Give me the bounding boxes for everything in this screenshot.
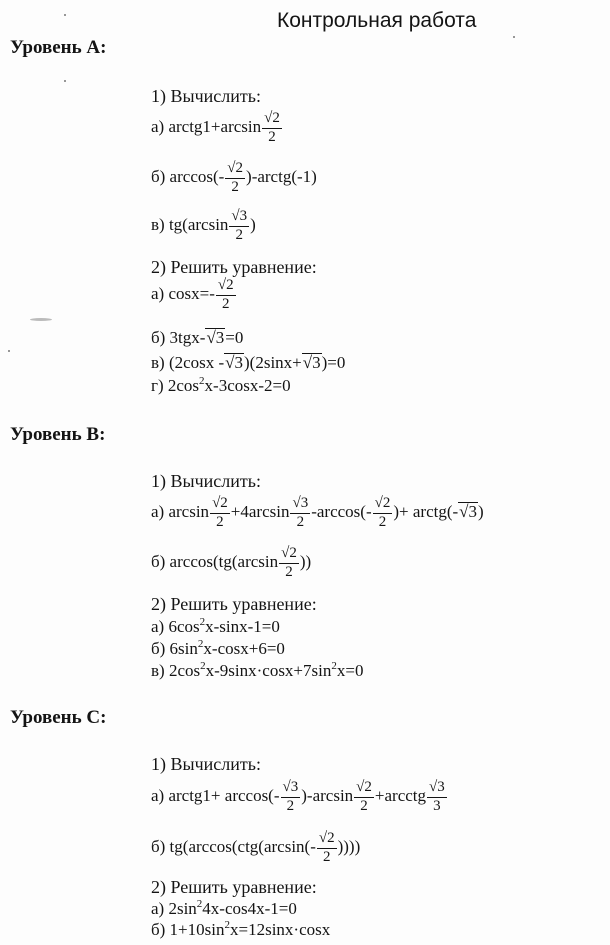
radical: √3 [302, 353, 321, 372]
fraction [225, 161, 245, 196]
scan-speck [64, 80, 66, 82]
level-c-heading: Уровень С: [10, 707, 107, 728]
expr-text: )) [299, 552, 312, 572]
expr-text: )+ arctg(- [393, 502, 459, 522]
expr-text: б) tg(arccos(ctg(arcsin(- [151, 837, 316, 857]
fraction [373, 496, 393, 531]
scan-speck [513, 36, 515, 38]
level-c-task-1a [151, 780, 448, 815]
expr-text: )))) [337, 837, 361, 857]
level-c-task-1b [151, 831, 360, 866]
numerator: √2 [216, 278, 236, 296]
expr-text: )-arctg(-1) [246, 167, 317, 187]
level-b-task-1a [151, 496, 484, 531]
sqrt [205, 328, 225, 346]
expr-text: в) (2cosx - [151, 353, 225, 372]
radical: √3 [206, 328, 225, 347]
expr-text: )=0 [321, 353, 346, 372]
level-c-task-2b [151, 921, 330, 938]
expr-text: а) 2sin [151, 899, 197, 918]
radical: √3 [225, 353, 244, 372]
fraction [354, 780, 374, 815]
fraction [210, 496, 230, 531]
exponent: 2 [200, 660, 206, 672]
expr-text: )(2sinx+ [244, 353, 302, 372]
level-b-task-2a [151, 618, 280, 635]
level-b-compute-heading: 1) Вычислить: [151, 471, 261, 491]
fraction [262, 111, 282, 146]
fraction [279, 546, 299, 581]
expr-text: г) 2cos [151, 376, 200, 395]
expr-text: а) arcsin [151, 502, 210, 522]
numerator: √2 [210, 496, 230, 514]
denominator: 2 [378, 513, 387, 530]
fraction [317, 831, 337, 866]
expr-text: б) arccos(tg(arcsin [151, 552, 279, 572]
exponent: 2 [199, 375, 205, 387]
expr-text: +4arcsin [230, 502, 290, 522]
sqrt [302, 353, 322, 371]
fraction [229, 209, 249, 244]
fraction [290, 496, 310, 531]
denominator: 2 [216, 513, 224, 530]
numerator: √2 [262, 111, 282, 129]
numerator: √3 [290, 496, 310, 514]
level-c-task-2a [151, 900, 297, 917]
level-b-heading: Уровень В: [10, 424, 106, 445]
level-c-compute-heading: 1) Вычислить: [151, 754, 261, 774]
expr-text: ) [250, 215, 256, 235]
denominator: 2 [268, 128, 276, 145]
expr-text: в) 2cos [151, 661, 201, 680]
expr-text: а) arctg1+ arccos(- [151, 786, 280, 806]
level-b-solve-heading: 2) Решить уравнение: [151, 594, 317, 614]
denominator: 2 [360, 797, 368, 814]
denominator: 2 [285, 563, 293, 580]
scan-speck [30, 318, 52, 321]
numerator: √3 [427, 780, 447, 798]
expr-text: =0 [225, 328, 244, 347]
fraction [281, 780, 301, 815]
level-b-task-2c [151, 662, 363, 679]
sqrt [224, 353, 244, 371]
expr-text: в) tg(arcsin [151, 215, 229, 235]
denominator: 2 [235, 226, 244, 243]
fraction [216, 278, 236, 313]
numerator: √3 [229, 209, 249, 227]
expr-text: а) 6cos [151, 617, 200, 636]
expr-text: x-cosx+6=0 [203, 639, 285, 658]
expr-text: x-3cosx-2=0 [204, 376, 291, 395]
exponent: 2 [331, 660, 337, 672]
expr-text: б) 3tgx- [151, 328, 206, 347]
numerator: √3 [281, 780, 301, 798]
expr-text: -arccos(- [311, 502, 372, 522]
expr-text: +arcctg [374, 786, 427, 806]
level-a-solve-heading: 2) Решить уравнение: [151, 257, 317, 277]
numerator: √2 [354, 780, 374, 798]
denominator: 2 [322, 848, 331, 865]
level-b-task-1b [151, 546, 311, 581]
exponent: 2 [224, 919, 230, 931]
denominator: 2 [296, 513, 305, 530]
level-a-task-2d [151, 377, 291, 394]
level-a-heading: Уровень А: [10, 37, 107, 58]
level-b-task-2b [151, 640, 285, 657]
level-a-task-2b [151, 328, 243, 346]
expr-text: б) 1+10sin [151, 920, 225, 939]
level-a-task-1a [151, 111, 283, 146]
level-a-compute-heading: 1) Вычислить: [151, 86, 261, 106]
numerator: √2 [373, 496, 393, 514]
expr-text: б) 6sin [151, 639, 198, 658]
expr-text: x-9sinx·cosx+7sin [205, 661, 332, 680]
level-a-task-2a [151, 278, 237, 313]
numerator: √2 [279, 546, 299, 564]
expr-text: x=0 [336, 661, 364, 680]
numerator: √2 [317, 831, 337, 849]
scan-speck [8, 350, 10, 352]
denominator: 3 [433, 797, 441, 814]
radical: √3 [459, 502, 477, 522]
page-title: Контрольная работа [277, 9, 477, 32]
sqrt [458, 502, 478, 520]
expr-text: x=12sinx·cosx [230, 920, 331, 939]
expr-text: а) arctg1+arcsin [151, 117, 262, 137]
fraction [427, 780, 447, 815]
exponent: 2 [197, 638, 204, 650]
denominator: 2 [286, 797, 295, 814]
level-a-task-1b [151, 161, 317, 196]
exponent: 2 [196, 898, 203, 910]
expr-text: б) arccos(- [151, 167, 225, 187]
expr-text: x-sinx-1=0 [205, 617, 280, 636]
denominator: 2 [231, 178, 239, 195]
exponent: 2 [199, 616, 206, 628]
level-a-task-2c [151, 353, 345, 371]
expr-text: а) cosx=- [151, 284, 215, 304]
expr-text: 4x-cos4x-1=0 [202, 899, 297, 918]
level-a-task-1c [151, 209, 256, 244]
denominator: 2 [221, 295, 230, 312]
numerator: √2 [225, 161, 245, 179]
level-c-solve-heading: 2) Решить уравнение: [151, 877, 317, 897]
expr-text: ) [478, 502, 484, 522]
scan-speck [64, 14, 66, 16]
expr-text: )-arcsin [301, 786, 354, 806]
